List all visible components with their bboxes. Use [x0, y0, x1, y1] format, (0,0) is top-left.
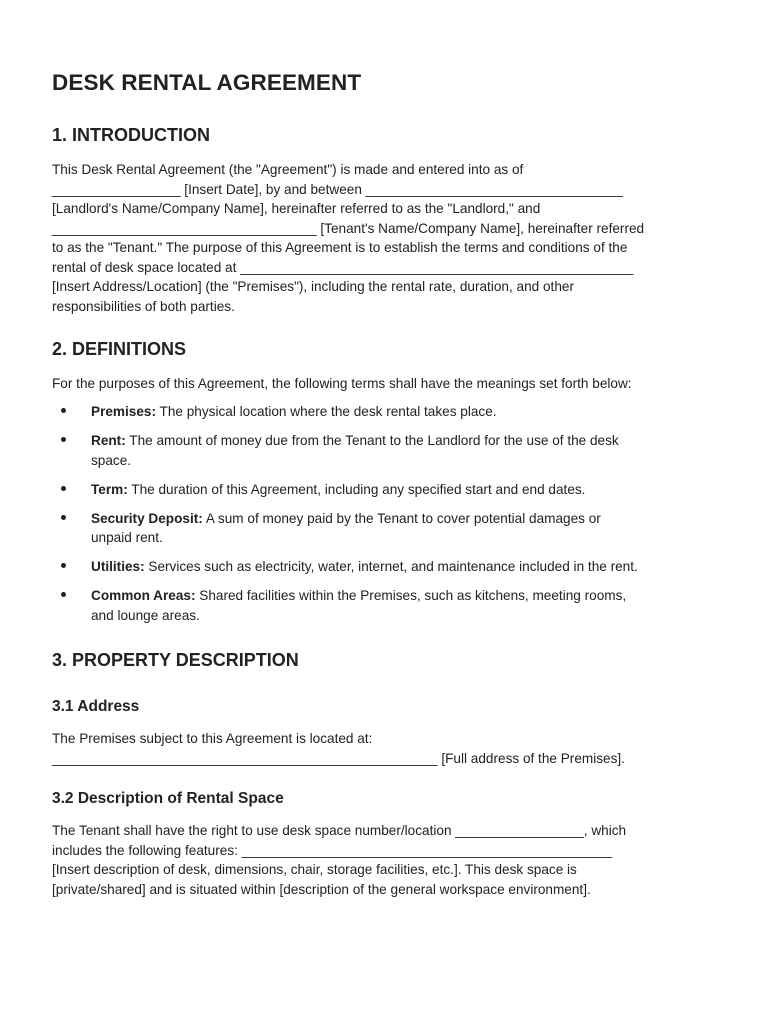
introduction-line: responsibilities of both parties.	[52, 298, 235, 314]
definition-text: and lounge areas.	[91, 607, 200, 623]
introduction-line: [Insert Address/Location] (the "Premises"), including the rental rate, duration, and other	[52, 279, 574, 294]
definition-term: Common Areas:	[91, 588, 196, 603]
definition-item-premises	[52, 402, 732, 422]
rental-space-line: includes the following features: _________________________________________________	[52, 842, 613, 858]
bullet-icon	[61, 437, 66, 442]
address-line: The Premises subject to this Agreement is located at:	[52, 731, 373, 746]
definition-term: Premises:	[91, 404, 156, 419]
introduction-paragraph	[52, 160, 644, 316]
bullet-icon	[61, 563, 66, 568]
introduction-line: [Landlord's Name/Company Name], hereinafter referred to as the "Landlord," and	[52, 201, 541, 216]
definitions-intro	[52, 374, 632, 394]
document-title: DESK RENTAL AGREEMENT	[52, 70, 362, 95]
definition-item-term	[52, 480, 732, 500]
bullet-icon	[61, 592, 66, 597]
definition-text: A sum of money paid by the Tenant to cover potential damages or	[205, 510, 601, 526]
definition-term: Security Deposit:	[91, 510, 203, 526]
definition-term: Utilities:	[91, 559, 145, 574]
definition-text: unpaid rent.	[91, 530, 163, 545]
definition-text: The physical location where the desk rental takes place.	[159, 404, 497, 419]
definitions-intro-line: For the purposes of this Agreement, the following terms shall have the meanings set forth below:	[52, 376, 632, 391]
introduction-line: to as the "Tenant." The purpose of this Agreement is to establish the terms and conditions of the	[52, 240, 628, 255]
definition-item-security-deposit	[52, 509, 732, 548]
definition-term: Term:	[91, 481, 128, 497]
address-paragraph	[52, 729, 625, 768]
introduction-line: ___________________________________ [Tenant's Name/Company Name], hereinafter referred	[52, 220, 645, 236]
rental-space-line: [Insert description of desk, dimensions, chair, storage facilities, etc.]. This desk space is	[52, 862, 577, 877]
definition-term: Rent:	[91, 433, 126, 448]
introduction-line: _________________ [Insert Date], by and between __________________________________	[52, 181, 623, 197]
definition-item-rent	[52, 431, 732, 470]
section-heading-definitions: 2. DEFINITIONS	[52, 339, 187, 359]
subsection-heading-address: 3.1 Address	[52, 698, 140, 715]
rental-space-line: The Tenant shall have the right to use desk space number/location _________________, which	[52, 823, 627, 838]
bullet-icon	[61, 486, 66, 491]
definition-text: Shared facilities within the Premises, such as kitchens, meeting rooms,	[199, 588, 627, 603]
bullet-icon	[61, 515, 66, 520]
section-heading-property: 3. PROPERTY DESCRIPTION	[52, 650, 299, 670]
section-heading-introduction: 1. INTRODUCTION	[52, 125, 211, 145]
subsection-heading-rental-space: 3.2 Description of Rental Space	[52, 790, 284, 807]
introduction-line: This Desk Rental Agreement (the "Agreement") is made and entered into as of	[52, 162, 524, 177]
rental-space-line: [private/shared] and is situated within [description of the general workspace environment].	[52, 881, 591, 897]
address-line: ___________________________________________________ [Full address of the Premises].	[52, 750, 625, 766]
definition-text: The duration of this Agreement, including any specified start and end dates.	[131, 481, 586, 497]
introduction-line: rental of desk space located at ____________________________________________________	[52, 259, 634, 275]
definition-text: The amount of money due from the Tenant to the Landlord for the use of the desk	[129, 433, 619, 448]
rental-space-paragraph	[52, 821, 626, 899]
bullet-icon	[61, 408, 66, 413]
definition-text: Services such as electricity, water, internet, and maintenance included in the rent.	[148, 559, 638, 574]
definitions-list	[52, 402, 732, 625]
definition-item-utilities	[52, 557, 732, 577]
definition-text: space.	[91, 452, 132, 468]
definition-item-common-areas	[52, 586, 732, 625]
